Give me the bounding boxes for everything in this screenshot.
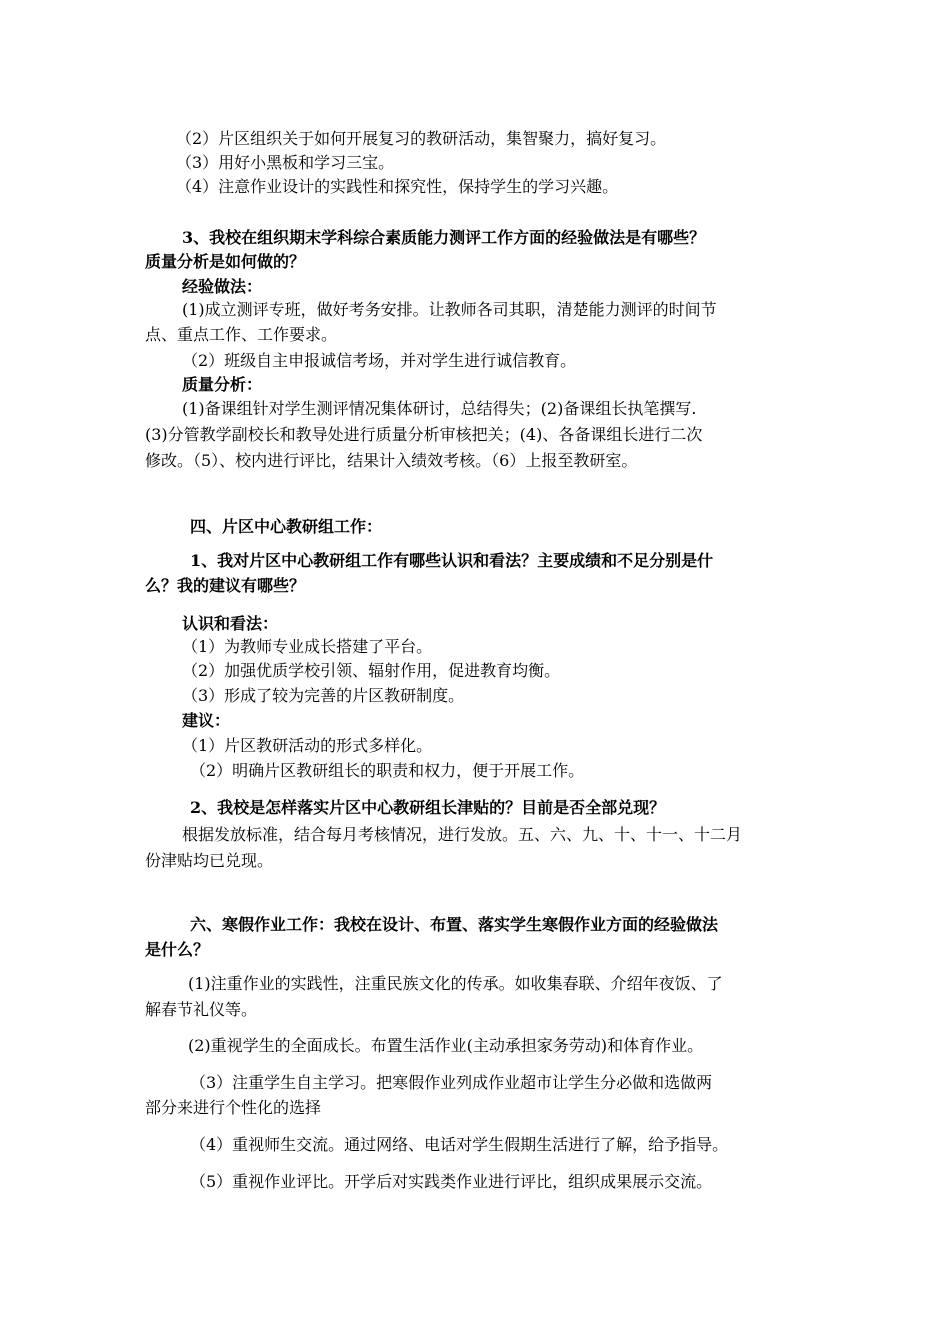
text-line: (2)重视学生的全面成长。布置生活作业(主动承担家务劳动)和体育作业。 xyxy=(188,1036,704,1055)
text-line: 部分来进行个性化的选择 xyxy=(145,1098,322,1117)
question-heading: 质量分析是如何做的？ xyxy=(145,252,306,271)
sub-heading: 建议： xyxy=(182,711,231,730)
text-line: （1）为教师专业成长搭建了平台。 xyxy=(182,637,433,656)
question-heading: 3、我校在组织期末学科综合素质能力测评工作方面的经验做法是有哪些？ xyxy=(182,228,706,247)
text-line: （2）加强优质学校引领、辐射作用，促进教育均衡。 xyxy=(182,661,561,680)
text-line: 修改。（5）、校内进行评比，结果计入绩效考核。（6）上报至教研室。 xyxy=(145,451,638,470)
text-line: （1）片区教研活动的形式多样化。 xyxy=(182,736,433,755)
text-line: （3）用好小黑板和学习三宝。 xyxy=(176,153,395,172)
section-heading: 四、片区中心教研组工作： xyxy=(190,517,383,536)
text-line: （2）班级自主申报诚信考场，并对学生进行诚信教育。 xyxy=(182,351,577,370)
section-heading: 是什么？ xyxy=(145,940,210,959)
text-line: 根据发放标准，结合每月考核情况，进行发放。五、六、九、十、十一、十二月 xyxy=(182,825,743,844)
sub-heading: 认识和看法： xyxy=(182,614,279,633)
text-line: (1)成立测评专班，做好考务安排。让教师各司其职，清楚能力测评的时间节 xyxy=(182,300,717,319)
question-heading: 2、我校是怎样落实片区中心教研组长津贴的？目前是否全部兑现？ xyxy=(190,798,666,817)
text-line: （2）片区组织关于如何开展复习的教研活动，集智聚力，搞好复习。 xyxy=(176,129,667,148)
question-heading: 1、我对片区中心教研组工作有哪些认识和看法？主要成绩和不足分别是什 xyxy=(190,551,714,570)
text-line: (3)分管教学副校长和教导处进行质量分析审核把关；(4)、各备课组长进行二次 xyxy=(145,425,703,444)
text-line: 解春节礼仪等。 xyxy=(145,1000,258,1019)
text-line: （4）注意作业设计的实践性和探究性，保持学生的学习兴趣。 xyxy=(176,177,619,196)
sub-heading: 经验做法： xyxy=(182,277,263,296)
text-line: (1)备课组针对学生测评情况集体研讨，总结得失；(2)备课组长执笔撰写. xyxy=(182,399,697,418)
text-line: 点、重点工作、工作要求。 xyxy=(145,325,338,344)
text-line: 份津贴均已兑现。 xyxy=(145,851,274,870)
section-heading: 六、寒假作业工作：我校在设计、布置、落实学生寒假作业方面的经验做法 xyxy=(190,915,719,934)
question-heading: 么？我的建议有哪些？ xyxy=(145,576,306,595)
text-line: （5）重视作业评比。开学后对实践类作业进行评比，组织成果展示交流。 xyxy=(190,1172,713,1191)
text-line: （3）注重学生自主学习。把寒假作业列成作业超市让学生分必做和选做两 xyxy=(190,1073,713,1092)
text-line: (1)注重作业的实践性，注重民族文化的传承。如收集春联、介绍年夜饭、了 xyxy=(188,974,723,993)
text-line: （3）形成了较为完善的片区教研制度。 xyxy=(182,686,465,705)
sub-heading: 质量分析： xyxy=(182,375,263,394)
text-line: （2）明确片区教研组长的职责和权力，便于开展工作。 xyxy=(190,761,585,780)
text-line: （4）重视师生交流。通过网络、电话对学生假期生活进行了解，给予指导。 xyxy=(190,1135,729,1154)
